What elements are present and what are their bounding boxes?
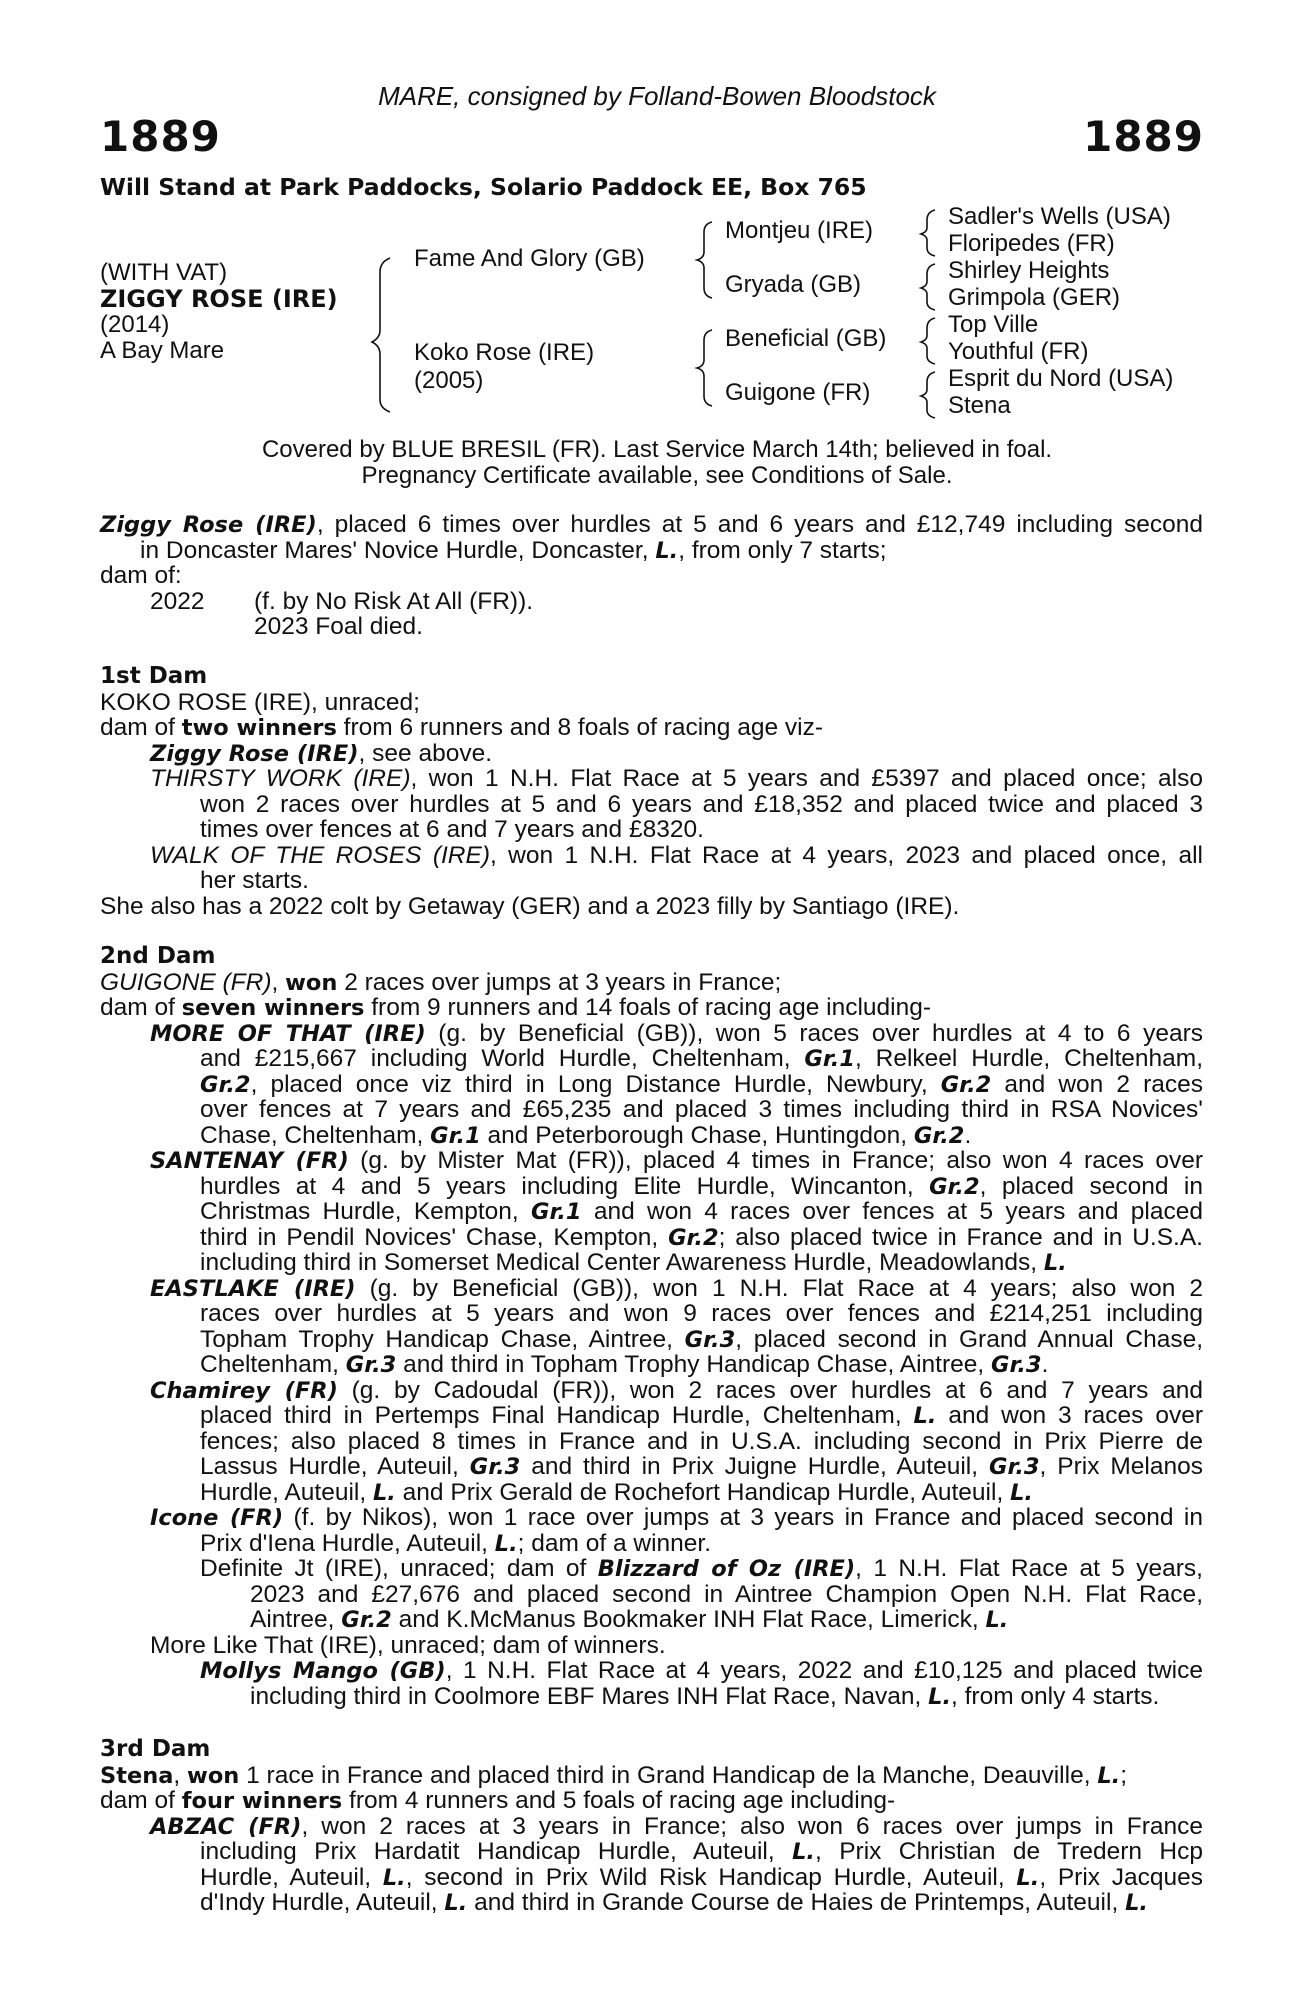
dam-sire-sire: Top Ville	[948, 311, 1039, 338]
first-dam-heading: 1st Dam	[100, 663, 208, 689]
covering-note	[0, 437, 1314, 489]
lot-number-right: 1889	[1083, 112, 1204, 161]
sire-dam-sire: Shirley Heights	[948, 257, 1110, 284]
dam-sire: Beneficial (GB)	[725, 325, 887, 352]
dam-year: (2005)	[414, 367, 484, 394]
lot-number-left: 1889	[100, 112, 221, 161]
covering-line-2: Pregnancy Certificate available, see Conditions of Sale.	[361, 462, 953, 489]
produce-note: 2023 Foal died.	[254, 613, 423, 640]
first-dam-section: 1st Dam KOKO ROSE (IRE), unraced; dam of two winners from 6 runners and 8 foals of racing age viz- Ziggy Rose (IRE), see above. THIRSTY WORK (IRE), won 1 N.H. Flat Race at 5 years and £5397 and placed once; also won 2 races over hurdles at 5 and 6 years and £18,352 and placed twice and placed 3 times over fences at 6 and 7 years and £8320. WALK OF THE ROSES (IRE), won 1 N.H. Flat Race at 4 years, 2023 and placed once, all her starts. She also has a 2022 colt by Getaway (GER) and a 2023 filly by Santiago (IRE).	[100, 663, 1203, 920]
second-dam-heading: 2nd Dam	[100, 943, 216, 969]
sire-sire-sire: Sadler's Wells (USA)	[948, 203, 1171, 230]
dam-dam-sire: Esprit du Nord (USA)	[948, 365, 1174, 392]
dam-dam-dam: Stena	[948, 392, 1011, 419]
mare-name: Ziggy Rose (IRE)	[100, 512, 317, 538]
sire-sire: Montjeu (IRE)	[725, 217, 874, 244]
third-dam-heading: 3rd Dam	[100, 1736, 211, 1762]
dam: Koko Rose (IRE)	[414, 339, 595, 366]
sire-dam-dam: Grimpola (GER)	[948, 284, 1121, 311]
sire-dam: Gryada (GB)	[725, 271, 862, 298]
stand-location: Will Stand at Park Paddocks, Solario Paddock EE, Box 765	[100, 173, 867, 201]
mare-record: Ziggy Rose (IRE), placed 6 times over hurdles at 5 and 6 years and £12,749 including second in Doncaster Mares' Novice Hurdle, Doncaster, L., from only 7 starts; dam of: 2022 (f. by No Risk At All (FR)). 2023 Foal died.	[100, 511, 1203, 640]
sire: Fame And Glory (GB)	[414, 245, 645, 272]
produce-year: 2022	[150, 587, 205, 615]
produce-detail: (f. by No Risk At All (FR)).	[254, 587, 534, 615]
second-dam-section: 2nd Dam GUIGONE (FR), won 2 races over jumps at 3 years in France; dam of seven winners from 9 runners and 14 foals of racing age including- MORE OF THAT (IRE) (g. by Beneficial (GB)), won 5 races over hurdles at 4 to 6 years and £215,667 including World Hurdle, Cheltenham, Gr.1, Relkeel Hurdle, Cheltenham, Gr.2, placed once viz third in Long Distance Hurdle, Newbury, Gr.2 and won 2 races over fences at 7 years and £65,235 and placed 3 times including third in RSA Novices' Chase, Cheltenham, Gr.1 and Peterborough Chase, Huntingdon, Gr.2. SANTENAY (FR) (g. by Mister Mat (FR)), placed 4 times in France; also won 4 races over hurdles at 4 and 5 years including Elite Hurdle, Wincanton, Gr.2, placed second in Christmas Hurdle, Kempton, Gr.1 and won 4 races over fences at 5 years and placed third in Pendil Novices' Chase, Kempton, Gr.2; also placed twice in France and in U.S.A. including third in Somerset Medical Center Awareness Hurdle, Meadowlands, L. EASTLAKE (IRE) (g. by Beneficial (GB)), won 1 N.H. Flat Race at 4 years; also won 2 races over hurdles at 5 years and won 9 races over fences and £214,251 including Topham Trophy Handicap Chase, Aintree, Gr.3, placed second in Grand Annual Chase, Cheltenham, Gr.3 and third in Topham Trophy Handicap Chase, Aintree, Gr.3. Chamirey (FR) (g. by Cadoudal (FR)), won 2 races over hurdles at 6 and 7 years and placed third in Pertemps Final Handicap Hurdle, Cheltenham, L. and won 3 races over fences; also placed 8 times in France and in U.S.A. including second in Prix Pierre de Lassus Hurdle, Auteuil, Gr.3 and third in Prix Juigne Hurdle, Auteuil, Gr.3, Prix Melanos Hurdle, Auteuil, L. and Prix Gerald de Rochefort Handicap Hurdle, Auteuil, L. Icone (FR) (f. by Nikos), won 1 race over jumps at 3 years in France and placed second in Prix d'Iena Hurdle, Auteuil, L.; dam of a winner. Definite Jt (IRE), unraced; dam of Blizzard of Oz (IRE), 1 N.H. Flat Race at 5 years, 2023 and £27,676 and placed second in Aintree Champion Open N.H. Flat Race, Aintree, Gr.2 and K.McManus Bookmaker INH Flat Race, Limerick, L. More Like That (IRE), unraced; dam of winners. Mollys Mango (GB), 1 N.H. Flat Race at 4 years, 2022 and £10,125 and placed twice including third in Coolmore EBF Mares INH Flat Race, Navan, L., from only 4 starts.	[100, 943, 1204, 1710]
sire-sire-dam: Floripedes (FR)	[948, 230, 1115, 257]
foaling-year: (2014)	[100, 311, 170, 338]
catalogue-subtitle: MARE, consigned by Folland-Bowen Bloodstock	[378, 81, 936, 111]
dam-sire-dam: Youthful (FR)	[948, 338, 1089, 365]
vat-note: (WITH VAT)	[100, 259, 228, 286]
horse-name: ZIGGY ROSE (IRE)	[100, 285, 338, 313]
dam-dam: Guigone (FR)	[725, 379, 871, 406]
horse-description: A Bay Mare	[100, 337, 225, 364]
third-dam-section: 3rd Dam Stena, won 1 race in France and placed third in Grand Handicap de la Manche, Deauville, L.; dam of four winners from 4 runners and 5 foals of racing age including- ABZAC (FR), won 2 races at 3 years in France; also won 6 races over jumps in France including Prix Hardatit Handicap Hurdle, Auteuil, L., Prix Christian de Tredern Hcp Hurdle, Auteuil, L., second in Prix Wild Risk Handicap Hurdle, Auteuil, L., Prix Jacques d'Indy Hurdle, Auteuil, L. and third in Grande Course de Haies de Printemps, Auteuil, L.	[100, 1736, 1204, 1916]
covering-line-1: Covered by BLUE BRESIL (FR). Last Service March 14th; believed in foal.	[261, 436, 1053, 463]
